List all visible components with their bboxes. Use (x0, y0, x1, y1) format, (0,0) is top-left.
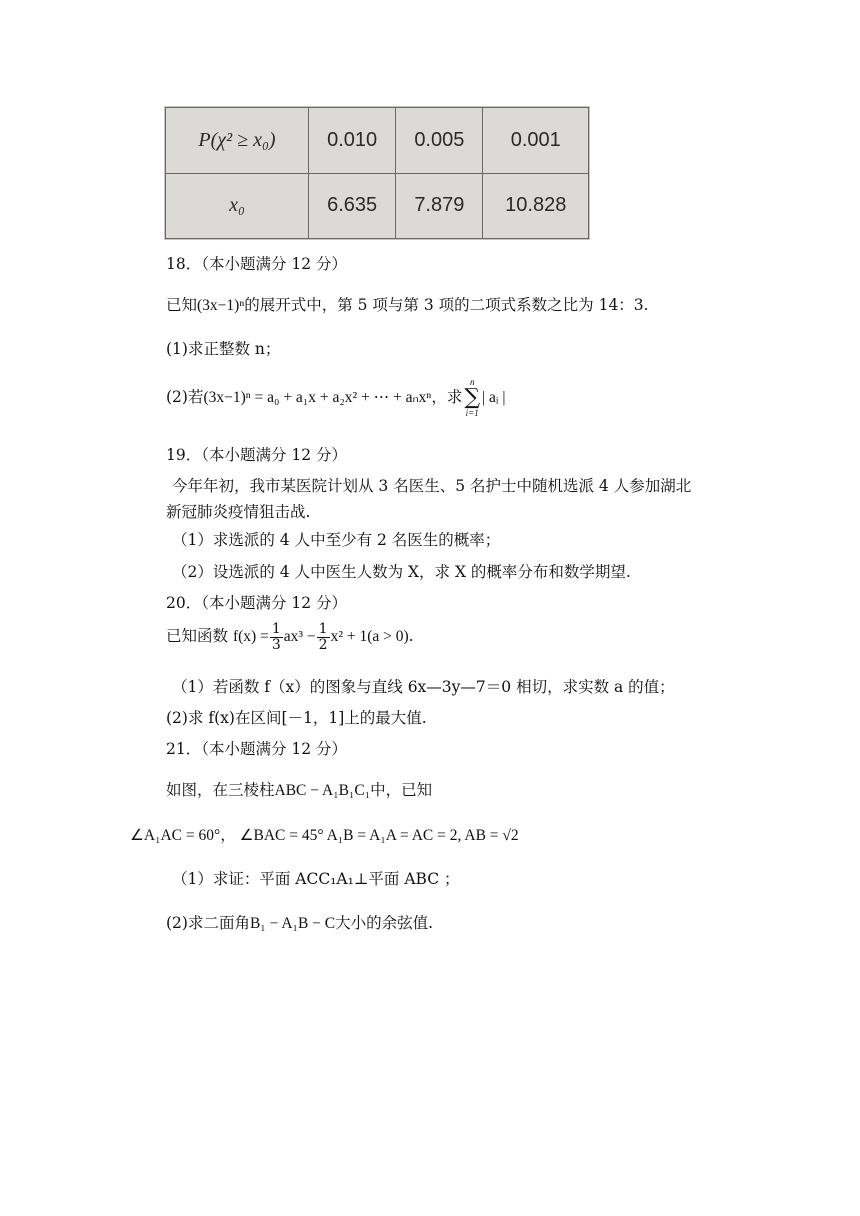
table-cell: 0.010 (309, 108, 396, 174)
q19-part1: （1）求选派的 4 人中至少有 2 名医生的概率； (172, 531, 501, 549)
q21-prism-expr: ABC − A₁B₁C₁ (274, 782, 371, 799)
table-cell: x₀ (166, 173, 309, 239)
q18-intro: 已知(3x−1)ⁿ的展开式中，第 5 项与第 3 项的二项式系数之比为 14：3. (166, 296, 649, 314)
q21-conditions: ∠A₁AC = 60°， ∠BAC = 45° A₁B = A₁A = AC = 2, AB = √2 (130, 827, 519, 844)
q18-part2: (2)若(3x−1)ⁿ = a₀ + a₁x + a₂x² + ⋯ + aₙxⁿ，求 n ∑ i=1 | aᵢ | (166, 377, 506, 418)
summation-symbol: n ∑ i=1 (464, 377, 481, 418)
table-cell: 10.828 (483, 173, 589, 239)
q19-intro-line1: 今年年初，我市某医院计划从 3 名医生、5 名护士中随机选派 4 人参加湖北 (172, 477, 692, 495)
q18-intro-expr: (3x−1)ⁿ (197, 297, 245, 314)
q20-part2: (2)求 f(x)在区间[－1，1]上的最大值. (166, 709, 427, 727)
table-cell: 0.001 (483, 108, 589, 174)
table-cell: P(χ² ≥ x₀) (166, 108, 309, 174)
critical-value-table-photo (164, 106, 590, 240)
q20-part1: （1）若函数 f（x）的图象与直线 6x—3y—7＝0 相切，求实数 a 的值； (172, 678, 675, 696)
table-cell: 0.005 (396, 108, 483, 174)
table-row (166, 108, 589, 174)
q21-dihedral-expr: B₁ − A₁B − C (249, 915, 336, 932)
table-row (166, 173, 589, 239)
fraction: $\frac{1}{3}$ (271, 621, 281, 653)
q20-title: 20．（本小题满分 12 分） (166, 594, 348, 612)
q20-intro: 已知函数 f(x) = $\frac{1}{3}$ ax³ − $\frac{1}{2}$ x² + 1(a > 0). (166, 621, 414, 653)
fraction: $\frac{1}{2}$ (318, 621, 328, 653)
q21-part1: （1）求证：平面 ACC₁A₁⊥平面 ABC ； (172, 870, 460, 888)
q19-title: 19．（本小题满分 12 分） (166, 446, 348, 464)
critical-value-table (165, 107, 589, 239)
q18-title: 18．（本小题满分 12 分） (166, 255, 348, 273)
table-cell: 6.635 (309, 173, 396, 239)
q18-expansion: (3x−1)ⁿ = a₀ + a₁x + a₂x² + ⋯ + aₙxⁿ (203, 389, 432, 406)
q21-intro: 如图，在三棱柱ABC − A₁B₁C₁中，已知 (166, 781, 433, 799)
q19-intro-line2: 新冠肺炎疫情狙击战. (166, 503, 311, 521)
q19-part2: （2）设选派的 4 人中医生人数为 X，求 X 的概率分布和数学期望. (172, 563, 631, 581)
q21-part2: (2)求二面角B₁ − A₁B − C大小的余弦值. (166, 914, 434, 932)
q21-title: 21．（本小题满分 12 分） (166, 740, 348, 758)
table-cell: 7.879 (396, 173, 483, 239)
q18-part1: (1)求正整数 n； (166, 340, 281, 358)
